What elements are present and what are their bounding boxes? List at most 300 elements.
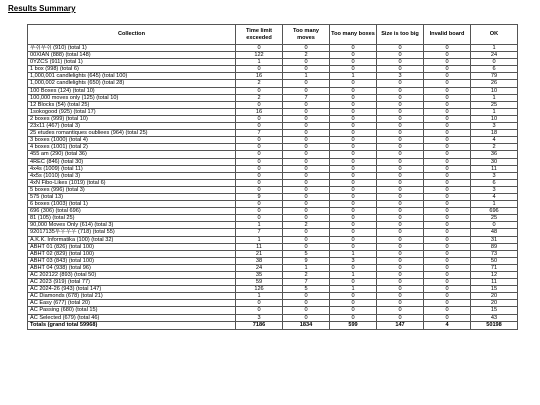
collection-name-cell: 25 etudes romantiques oubliees (964) (total 25) xyxy=(28,130,236,137)
table-row xyxy=(28,300,518,307)
count-cell: 0 xyxy=(330,144,377,151)
table-row xyxy=(28,59,518,66)
count-cell: 0 xyxy=(236,137,283,144)
collection-name-cell: 6 boxes (1003) (total 1) xyxy=(28,201,236,208)
count-cell: 0 xyxy=(283,80,330,87)
count-cell: 0 xyxy=(330,59,377,66)
count-cell: 0 xyxy=(377,229,424,236)
count-cell: 0 xyxy=(377,257,424,264)
collection-name-cell: ABHT 03 (843) (total 100) xyxy=(28,257,236,264)
count-cell: 0 xyxy=(283,314,330,321)
count-cell: 10 xyxy=(471,87,518,94)
count-cell: 7 xyxy=(283,94,330,101)
count-cell: 0 xyxy=(283,193,330,200)
count-cell: 0 xyxy=(424,279,471,286)
count-cell: 0 xyxy=(330,300,377,307)
count-cell: 0 xyxy=(283,123,330,130)
collection-name-cell: 90,000 Moves Only (614) (total 3) xyxy=(28,222,236,229)
table-row xyxy=(28,52,518,59)
count-cell: 0 xyxy=(283,130,330,137)
count-cell: 0 xyxy=(377,66,424,73)
count-cell: 0 xyxy=(424,87,471,94)
count-cell: 16 xyxy=(236,73,283,80)
column-header: Size is too big xyxy=(377,25,424,45)
count-cell: 0 xyxy=(283,179,330,186)
table-row xyxy=(28,66,518,73)
table-row xyxy=(28,108,518,115)
count-cell: 1 xyxy=(283,264,330,271)
count-cell: 0 xyxy=(283,307,330,314)
table-row xyxy=(28,286,518,293)
count-cell: 0 xyxy=(377,87,424,94)
count-cell: 0 xyxy=(283,236,330,243)
count-cell: 0 xyxy=(236,158,283,165)
count-cell: 7 xyxy=(236,229,283,236)
collection-name-cell: 1,000,001 candlelights (645) (total 100) xyxy=(28,73,236,80)
count-cell: 0 xyxy=(377,236,424,243)
count-cell: 0 xyxy=(424,94,471,101)
collection-name-cell: 4xN Fibo-Likes (1019) (total 6) xyxy=(28,179,236,186)
collection-name-cell: AC 202122 (893) (total 50) xyxy=(28,272,236,279)
count-cell: 0 xyxy=(424,80,471,87)
count-cell: 15 xyxy=(471,286,518,293)
count-cell: 0 xyxy=(283,144,330,151)
count-cell: 0 xyxy=(424,208,471,215)
totals-row xyxy=(28,321,518,329)
table-row xyxy=(28,151,518,158)
collection-name-cell: 100 Boxes (124) (total 10) xyxy=(28,87,236,94)
collection-name-cell: 00XIAN (888) (total 148) xyxy=(28,52,236,59)
count-cell: 1 xyxy=(471,94,518,101)
count-cell: 0 xyxy=(330,179,377,186)
table-row xyxy=(28,172,518,179)
count-cell: 0 xyxy=(330,307,377,314)
count-cell: 9 xyxy=(283,257,330,264)
collection-name-cell: 4REC (846) (total 30) xyxy=(28,158,236,165)
count-cell: 0 xyxy=(236,179,283,186)
table-row xyxy=(28,193,518,200)
count-cell: 0 xyxy=(377,307,424,314)
count-cell: 25 xyxy=(471,215,518,222)
count-cell: 0 xyxy=(283,215,330,222)
table-row xyxy=(28,45,518,52)
count-cell: 0 xyxy=(283,59,330,66)
count-cell: 0 xyxy=(330,229,377,236)
count-cell: 0 xyxy=(424,108,471,115)
count-cell: 1 xyxy=(471,45,518,52)
count-cell: 0 xyxy=(424,314,471,321)
count-cell: 0 xyxy=(283,137,330,144)
table-row xyxy=(28,264,518,271)
count-cell: 0 xyxy=(330,165,377,172)
count-cell: 50 xyxy=(471,257,518,264)
count-cell: 0 xyxy=(377,101,424,108)
count-cell: 0 xyxy=(471,59,518,66)
count-cell: 36 xyxy=(471,151,518,158)
count-cell: 0 xyxy=(377,179,424,186)
count-cell: 0 xyxy=(236,115,283,122)
count-cell: 0 xyxy=(471,222,518,229)
count-cell: 3 xyxy=(377,73,424,80)
count-cell: 0 xyxy=(283,186,330,193)
count-cell: 3 xyxy=(330,257,377,264)
count-cell: 2 xyxy=(283,272,330,279)
count-cell: 0 xyxy=(236,144,283,151)
collection-name-cell: A.K.K. Informatika (100) (total 32) xyxy=(28,236,236,243)
table-row xyxy=(28,186,518,193)
count-cell: 0 xyxy=(377,243,424,250)
count-cell: 0 xyxy=(377,250,424,257)
count-cell: 5 xyxy=(283,286,330,293)
collection-name-cell: 81 (105) (total 25) xyxy=(28,215,236,222)
collection-name-cell: 696 (306) (total 696) xyxy=(28,208,236,215)
collection-name-cell: 4x5s (1010) (total 3) xyxy=(28,172,236,179)
collection-name-cell: 2 boxes (999) (total 10) xyxy=(28,115,236,122)
count-cell: 0 xyxy=(424,179,471,186)
count-cell: 0 xyxy=(377,45,424,52)
count-cell: 11 xyxy=(236,243,283,250)
count-cell: 0 xyxy=(236,123,283,130)
count-cell: 0 xyxy=(377,108,424,115)
count-cell: 0 xyxy=(236,201,283,208)
count-cell: 0 xyxy=(330,115,377,122)
table-row xyxy=(28,215,518,222)
table-row xyxy=(28,208,518,215)
collection-name-cell: 575 (total 13) xyxy=(28,193,236,200)
count-cell: 18 xyxy=(471,130,518,137)
count-cell: 0 xyxy=(236,215,283,222)
count-cell: 0 xyxy=(330,123,377,130)
count-cell: 0 xyxy=(330,137,377,144)
count-cell: 11 xyxy=(471,279,518,286)
count-cell: 0 xyxy=(377,215,424,222)
count-cell: 0 xyxy=(377,115,424,122)
totals-count-cell: 599 xyxy=(330,321,377,329)
count-cell: 2 xyxy=(236,94,283,101)
count-cell: 1 xyxy=(236,293,283,300)
count-cell: 0 xyxy=(424,158,471,165)
count-cell: 0 xyxy=(377,193,424,200)
count-cell: 0 xyxy=(424,286,471,293)
count-cell: 0 xyxy=(330,215,377,222)
count-cell: 6 xyxy=(471,179,518,186)
table-row xyxy=(28,307,518,314)
collection-name-cell: ABHT 04 (938) (total 96) xyxy=(28,264,236,271)
count-cell: 0 xyxy=(377,130,424,137)
table-row xyxy=(28,165,518,172)
count-cell: 1 xyxy=(283,73,330,80)
collection-name-cell: 푸쉬푸쉬 (910) (total 1) xyxy=(28,45,236,52)
count-cell: 0 xyxy=(377,144,424,151)
count-cell: 0 xyxy=(377,151,424,158)
count-cell: 0 xyxy=(377,286,424,293)
count-cell: 9 xyxy=(236,193,283,200)
count-cell: 73 xyxy=(471,250,518,257)
totals-count-cell: 7186 xyxy=(236,321,283,329)
count-cell: 0 xyxy=(424,193,471,200)
count-cell: 1 xyxy=(236,59,283,66)
totals-count-cell: 1834 xyxy=(283,321,330,329)
count-cell: 0 xyxy=(424,101,471,108)
count-cell: 0 xyxy=(330,45,377,52)
count-cell: 0 xyxy=(377,158,424,165)
count-cell: 71 xyxy=(471,264,518,271)
count-cell: 3 xyxy=(236,314,283,321)
collection-name-cell: ABHT 01 (826) (total 100) xyxy=(28,243,236,250)
count-cell: 0 xyxy=(330,193,377,200)
count-cell: 0 xyxy=(377,272,424,279)
count-cell: 0 xyxy=(283,201,330,208)
table-row xyxy=(28,80,518,87)
count-cell: 0 xyxy=(283,101,330,108)
table-row xyxy=(28,144,518,151)
collection-name-cell: 4x4s (1009) (total 11) xyxy=(28,165,236,172)
count-cell: 0 xyxy=(283,45,330,52)
count-cell: 30 xyxy=(471,158,518,165)
count-cell: 0 xyxy=(236,87,283,94)
count-cell: 0 xyxy=(424,123,471,130)
count-cell: 0 xyxy=(236,300,283,307)
count-cell: 0 xyxy=(330,130,377,137)
table-row xyxy=(28,222,518,229)
table-row xyxy=(28,293,518,300)
collection-name-cell: 3 boxes (1000) (total 4) xyxy=(28,137,236,144)
count-cell: 0 xyxy=(424,151,471,158)
count-cell: 0 xyxy=(283,165,330,172)
table-row xyxy=(28,257,518,264)
collection-name-cell: ABHT 02 (829) (total 100) xyxy=(28,250,236,257)
collection-name-cell: 5 boxes (996) (total 3) xyxy=(28,186,236,193)
count-cell: 0 xyxy=(424,172,471,179)
collection-name-cell: 12 Blocks (54) (total 25) xyxy=(28,101,236,108)
count-cell: 0 xyxy=(424,272,471,279)
collection-name-cell: 23x11 (467) (total 3) xyxy=(28,123,236,130)
count-cell: 0 xyxy=(283,115,330,122)
count-cell: 0 xyxy=(330,279,377,286)
count-cell: 0 xyxy=(236,172,283,179)
count-cell: 0 xyxy=(330,293,377,300)
totals-label-cell: Totals (grand total 59968) xyxy=(28,321,236,329)
table-row xyxy=(28,73,518,80)
count-cell: 5 xyxy=(283,250,330,257)
count-cell: 0 xyxy=(236,208,283,215)
count-cell: 0 xyxy=(330,172,377,179)
count-cell: 48 xyxy=(471,229,518,236)
count-cell: 0 xyxy=(283,158,330,165)
count-cell: 3 xyxy=(471,186,518,193)
count-cell: 0 xyxy=(283,293,330,300)
count-cell: 0 xyxy=(424,115,471,122)
count-cell: 126 xyxy=(236,286,283,293)
count-cell: 7 xyxy=(236,130,283,137)
count-cell: 0 xyxy=(236,165,283,172)
count-cell: 7 xyxy=(283,279,330,286)
totals-count-cell: 50198 xyxy=(471,321,518,329)
count-cell: 89 xyxy=(471,243,518,250)
count-cell: 24 xyxy=(236,264,283,271)
count-cell: 4 xyxy=(471,193,518,200)
count-cell: 0 xyxy=(283,300,330,307)
table-row xyxy=(28,314,518,321)
count-cell: 0 xyxy=(330,108,377,115)
count-cell: 0 xyxy=(330,80,377,87)
column-header: Too many boxes xyxy=(330,25,377,45)
count-cell: 31 xyxy=(471,236,518,243)
collection-name-cell: AC Selected (679) (total 46) xyxy=(28,314,236,321)
count-cell: 0 xyxy=(424,59,471,66)
count-cell: 10 xyxy=(471,115,518,122)
table-row xyxy=(28,101,518,108)
count-cell: 0 xyxy=(283,243,330,250)
count-cell: 0 xyxy=(377,300,424,307)
count-cell: 0 xyxy=(424,186,471,193)
count-cell: 0 xyxy=(424,236,471,243)
table-row xyxy=(28,272,518,279)
count-cell: 0 xyxy=(330,236,377,243)
count-cell: 2 xyxy=(471,144,518,151)
count-cell: 0 xyxy=(330,87,377,94)
page-title: Results Summary xyxy=(8,4,76,13)
count-cell: 0 xyxy=(283,66,330,73)
results-table xyxy=(27,24,518,330)
count-cell: 20 xyxy=(471,293,518,300)
count-cell: 0 xyxy=(377,279,424,286)
table-body xyxy=(28,45,518,330)
count-cell: 0 xyxy=(236,186,283,193)
count-cell: 38 xyxy=(236,257,283,264)
collection-name-cell: 4 boxes (1001) (total 2) xyxy=(28,144,236,151)
count-cell: 0 xyxy=(236,45,283,52)
count-cell: 0 xyxy=(424,250,471,257)
count-cell: 0 xyxy=(330,243,377,250)
collection-name-cell: 1sokogood (925) (total 17) xyxy=(28,108,236,115)
count-cell: 0 xyxy=(283,229,330,236)
count-cell: 0 xyxy=(424,300,471,307)
count-cell: 122 xyxy=(236,52,283,59)
count-cell: 4 xyxy=(471,137,518,144)
count-cell: 0 xyxy=(424,293,471,300)
count-cell: 26 xyxy=(471,80,518,87)
count-cell: 15 xyxy=(471,307,518,314)
table-row xyxy=(28,179,518,186)
count-cell: 0 xyxy=(236,101,283,108)
count-cell: 0 xyxy=(283,87,330,94)
count-cell: 0 xyxy=(424,144,471,151)
count-cell: 0 xyxy=(424,165,471,172)
table-row xyxy=(28,243,518,250)
collection-name-cell: 0YZCS (911) (total 1) xyxy=(28,59,236,66)
collection-name-cell: AC 2024-26 (943) (total 147) xyxy=(28,286,236,293)
count-cell: 0 xyxy=(424,307,471,314)
count-cell: 0 xyxy=(330,201,377,208)
count-cell: 0 xyxy=(330,52,377,59)
column-header: Too many moves xyxy=(283,25,330,45)
collection-name-cell: AC Passing (680) (total 15) xyxy=(28,307,236,314)
count-cell: 0 xyxy=(424,137,471,144)
count-cell: 35 xyxy=(236,272,283,279)
count-cell: 1 xyxy=(330,272,377,279)
count-cell: 1 xyxy=(236,222,283,229)
count-cell: 21 xyxy=(236,250,283,257)
column-header: Collection xyxy=(28,25,236,45)
collection-name-cell: 100,000 moves only (125) (total 10) xyxy=(28,94,236,101)
count-cell: 0 xyxy=(424,66,471,73)
count-cell: 20 xyxy=(471,300,518,307)
table-row xyxy=(28,130,518,137)
count-cell: 0 xyxy=(377,172,424,179)
count-cell: 0 xyxy=(236,307,283,314)
count-cell: 0 xyxy=(330,264,377,271)
table-row xyxy=(28,94,518,101)
count-cell: 1 xyxy=(471,108,518,115)
count-cell: 0 xyxy=(330,208,377,215)
column-header: Time limit exceeded xyxy=(236,25,283,45)
table-row xyxy=(28,123,518,130)
count-cell: 0 xyxy=(283,208,330,215)
table-row xyxy=(28,115,518,122)
table-row xyxy=(28,236,518,243)
count-cell: 11 xyxy=(471,165,518,172)
collection-name-cell: 1 box (998) (total 6) xyxy=(28,66,236,73)
count-cell: 0 xyxy=(424,130,471,137)
count-cell: 0 xyxy=(330,101,377,108)
count-cell: 24 xyxy=(471,52,518,59)
count-cell: 1 xyxy=(330,73,377,80)
count-cell: 0 xyxy=(377,94,424,101)
count-cell: 16 xyxy=(236,108,283,115)
count-cell: 1 xyxy=(471,201,518,208)
count-cell: 0 xyxy=(283,108,330,115)
count-cell: 0 xyxy=(377,314,424,321)
collection-name-cell: AC 2023 (919) (total 77) xyxy=(28,279,236,286)
count-cell: 0 xyxy=(424,229,471,236)
count-cell: 3 xyxy=(471,172,518,179)
count-cell: 0 xyxy=(377,137,424,144)
count-cell: 2 xyxy=(236,80,283,87)
count-cell: 0 xyxy=(377,59,424,66)
table-row xyxy=(28,250,518,257)
count-cell: 0 xyxy=(330,66,377,73)
count-cell: 0 xyxy=(377,222,424,229)
count-cell: 0 xyxy=(283,151,330,158)
count-cell: 43 xyxy=(471,314,518,321)
column-header: Invalid board xyxy=(424,25,471,45)
count-cell: 0 xyxy=(424,215,471,222)
count-cell: 0 xyxy=(377,165,424,172)
count-cell: 0 xyxy=(424,45,471,52)
count-cell: 0 xyxy=(424,257,471,264)
count-cell: 79 xyxy=(471,73,518,80)
count-cell: 0 xyxy=(377,186,424,193)
column-header: OK xyxy=(471,25,518,45)
count-cell: 0 xyxy=(330,94,377,101)
count-cell: 0 xyxy=(236,151,283,158)
count-cell: 0 xyxy=(236,66,283,73)
count-cell: 1 xyxy=(330,250,377,257)
count-cell: 0 xyxy=(424,73,471,80)
table-row xyxy=(28,279,518,286)
count-cell: 0 xyxy=(424,52,471,59)
count-cell: 0 xyxy=(424,201,471,208)
count-cell: 0 xyxy=(377,293,424,300)
count-cell: 696 xyxy=(471,208,518,215)
totals-count-cell: 147 xyxy=(377,321,424,329)
count-cell: 0 xyxy=(424,222,471,229)
count-cell: 0 xyxy=(377,52,424,59)
count-cell: 0 xyxy=(377,264,424,271)
table-row xyxy=(28,158,518,165)
count-cell: 0 xyxy=(330,186,377,193)
